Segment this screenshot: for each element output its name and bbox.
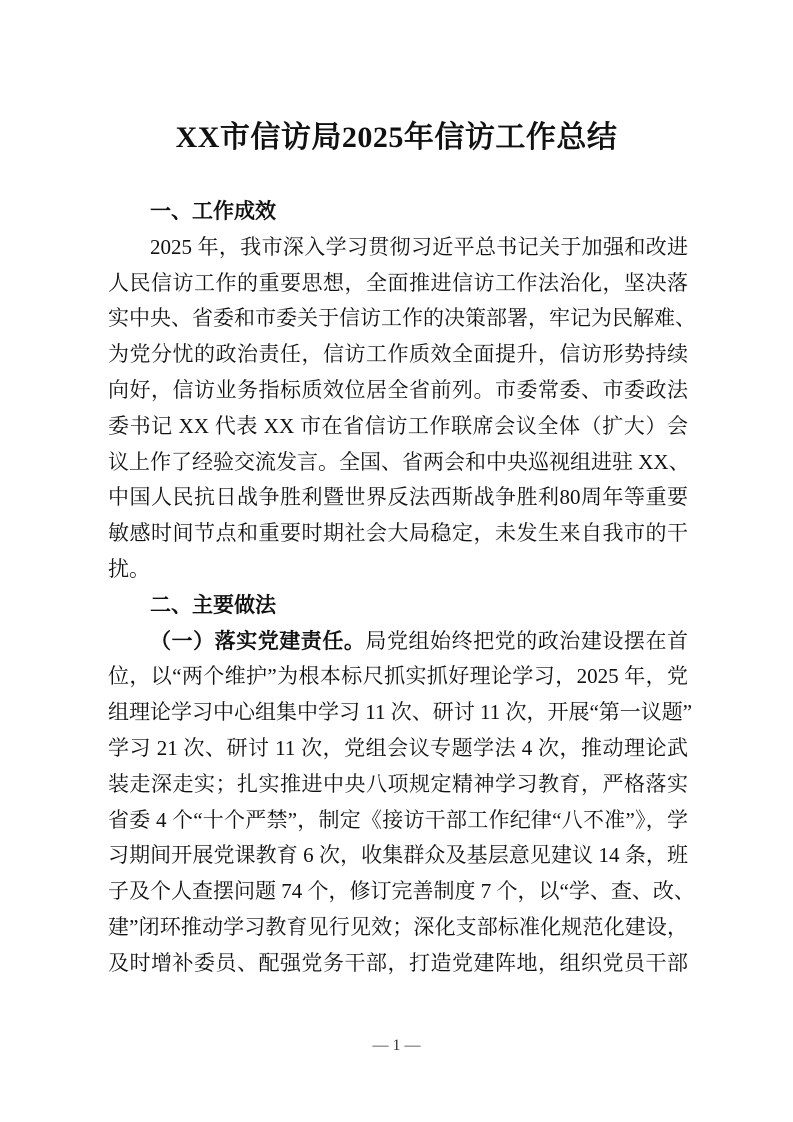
paragraph-line: 为党分忧的政治责任，信访工作质效全面提升，信访形势持续	[108, 342, 688, 367]
paragraph-line: 建”闭环推动学习教育见行见效；深化支部标准化规范化建设，	[108, 914, 688, 939]
paragraph-text: 局党组始终把党的政治建设摆在首	[365, 628, 689, 653]
paragraph-line: 扰。	[108, 556, 150, 581]
paragraph-line: 敏感时间节点和重要时期社会大局稳定，未发生来自我市的干	[108, 521, 688, 546]
section-heading-main-practices: 二、主要做法	[150, 593, 276, 617]
paragraph-line: 省委 4 个“十个严禁”，制定《接访干部工作纪律“八不准”》，学	[108, 807, 688, 832]
section-work-results-paragraph	[108, 230, 696, 588]
paragraph-line: 2025 年，我市深入学习贯彻习近平总书记关于加强和改进	[150, 234, 688, 259]
paragraph-line: 学习 21 次、研讨 11 次，党组会议专题学法 4 次，推动理论武	[108, 735, 688, 760]
paragraph-line: 及时增补委员、配强党务干部，打造党建阵地，组织党员干部	[108, 950, 688, 975]
document-body	[108, 194, 696, 982]
paragraph-line: 委书记 XX 代表 XX 市在省信访工作联席会议全体（扩大）会	[108, 413, 688, 438]
paragraph-line: 中国人民抗日战争胜利暨世界反法西斯战争胜利80周年等重要	[108, 485, 688, 510]
paragraph-line: 装走深走实；扎实推进中央八项规定精神学习教育，严格落实	[108, 771, 688, 796]
section-heading-work-results: 一、工作成效	[150, 200, 276, 223]
section-main-practices-paragraph	[108, 659, 695, 981]
document-title: XX市信访局2025年信访工作总结	[175, 121, 618, 154]
paragraph-line: 向好，信访业务指标质效位居全省前列。市委常委、市委政法	[108, 377, 688, 402]
paragraph-line: 人民信访工作的重要思想，全面推进信访工作法治化，坚决落	[108, 270, 688, 295]
paragraph-line: 位，以“两个维护”为根本标尺抓实抓好理论学习，2025 年，党	[108, 664, 688, 689]
paragraph-line: 议上作了经验交流发言。全国、省两会和中央巡视组进驻 XX、	[108, 449, 690, 474]
page-number: — 1 —	[372, 1037, 421, 1054]
paragraph-line: 习期间开展党课教育 6 次，收集群众及基层意见建议 14 条，班	[108, 843, 688, 868]
paragraph-line: 实中央、省委和市委关于信访工作的决策部署，牢记为民解难、	[108, 306, 696, 331]
subheading-party-building: （一）落实党建责任。	[150, 628, 366, 653]
paragraph-line: 子及个人查摆问题 74 个，修订完善制度 7 个，以“学、查、改、	[108, 879, 695, 904]
paragraph-line	[108, 624, 688, 660]
paragraph-line: 组理论学习中心组集中学习 11 次、研讨 11 次，开展“第一议题”	[108, 700, 693, 725]
